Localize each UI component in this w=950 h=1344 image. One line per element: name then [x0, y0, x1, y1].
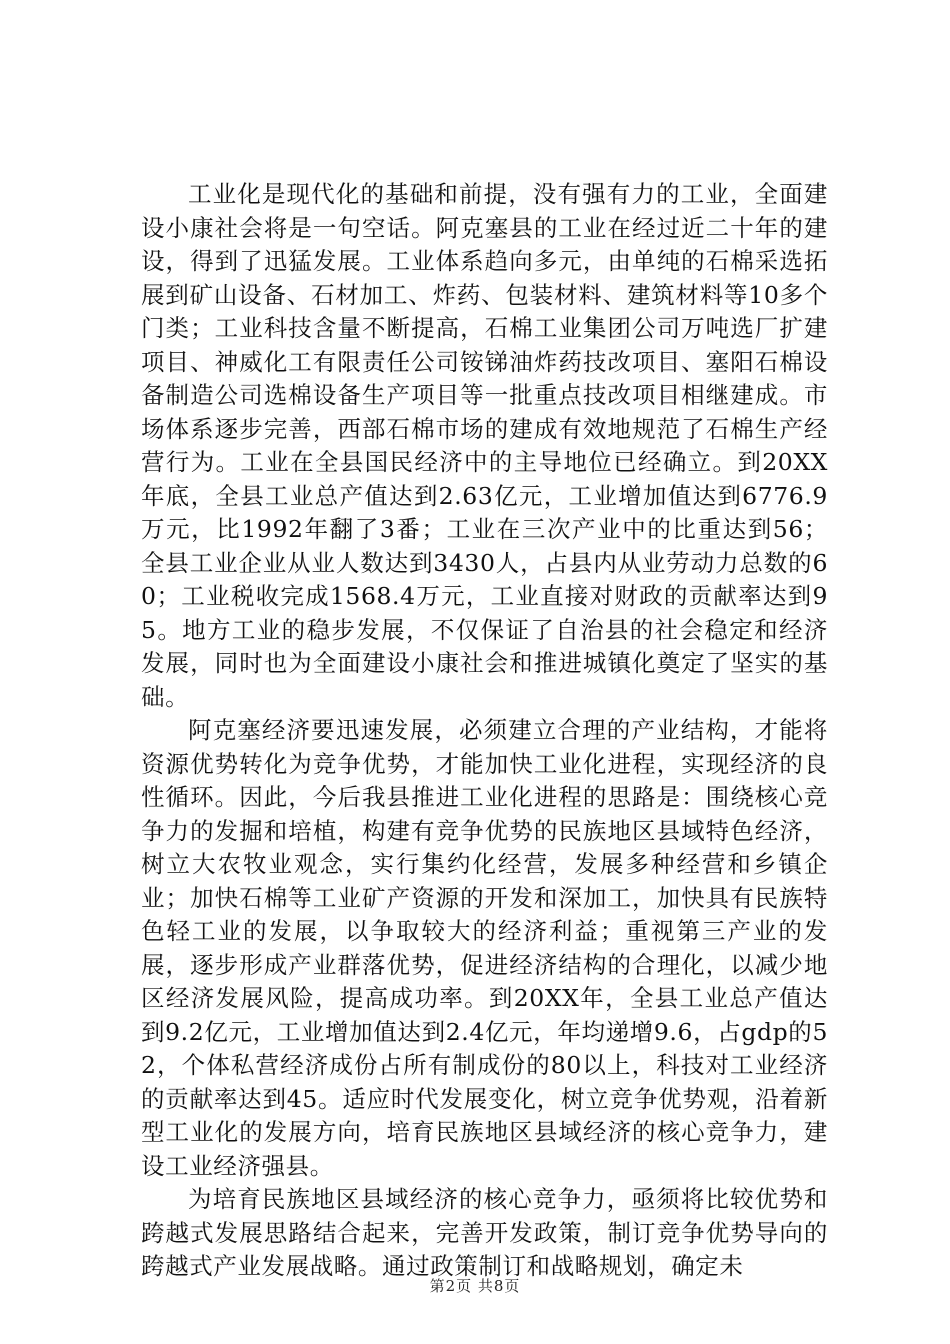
- page-number-footer: 第2页 共8页: [429, 1277, 521, 1295]
- paragraph-development-strategy: 阿克塞经济要迅速发展，必须建立合理的产业结构，才能将资源优势转化为竞争优势，才能加快工业化进程，实现经济的良性循环。因此，今后我县推进工业化进程的思路是：围绕核心竞争力的发掘和培植，构建有竞争优势的民族地区县域特色经济，树立大农牧业观念，实行集约化经营，发展多种经营和乡镇企业；加快石棉等工业矿产资源的开发和深加工，加快具有民族特色轻工业的发展，以争取较大的经济利益；重视第三产业的发展，逐步形成产业群落优势，促进经济结构的合理化，以减少地区经济发展风险，提高成功率。到20XX年，全县工业总产值达到9.2亿元，工业增加值达到2.4亿元，年均递增9.6，占gdp的52，个体私营经济成份占所有制成份的80以上，科技对工业经济的贡献率达到45。适应时代发展变化，树立竞争优势观，沿着新型工业化的发展方向，培育民族地区县域经济的核心竞争力，建设工业经济强县。: [141, 716, 828, 1180]
- paragraph-industrialization: 工业化是现代化的基础和前提，没有强有力的工业，全面建设小康社会将是一句空话。阿克塞县的工业在经过近二十年的建设，得到了迅猛发展。工业体系趋向多元，由单纯的石棉采选拓展到矿山设备、石材加工、炸药、包装材料、建筑材料等10多个门类；工业科技含量不断提高，石棉工业集团公司万吨选厂扩建项目、神威化工有限责任公司铵锑油炸药技改项目、塞阳石棉设备制造公司选棉设备生产项目等一批重点技改项目相继建成。市场体系逐步完善，西部石棉市场的建成有效地规范了石棉生产经营行为。工业在全县国民经济中的主导地位已经确立。到20XX年底，全县工业总产值达到2.63亿元，工业增加值达到6776.9万元，比1992年翻了3番；工业在三次产业中的比重达到56；全县工业企业从业人数达到3430人，占县内从业劳动力总数的60；工业税收完成1568.4万元，工业直接对财政的贡献率达到95。地方工业的稳步发展，不仅保证了自治县的社会稳定和经济发展，同时也为全面建设小康社会和推进城镇化奠定了坚实的基础。: [141, 180, 828, 711]
- document-body: [141, 178, 828, 1284]
- paragraph-competitiveness: 为培育民族地区县域经济的核心竞争力，亟须将比较优势和跨越式发展思路结合起来，完善开发政策，制订竞争优势导向的跨越式产业发展战略。通过政策制订和战略规划，确定未: [141, 1185, 828, 1280]
